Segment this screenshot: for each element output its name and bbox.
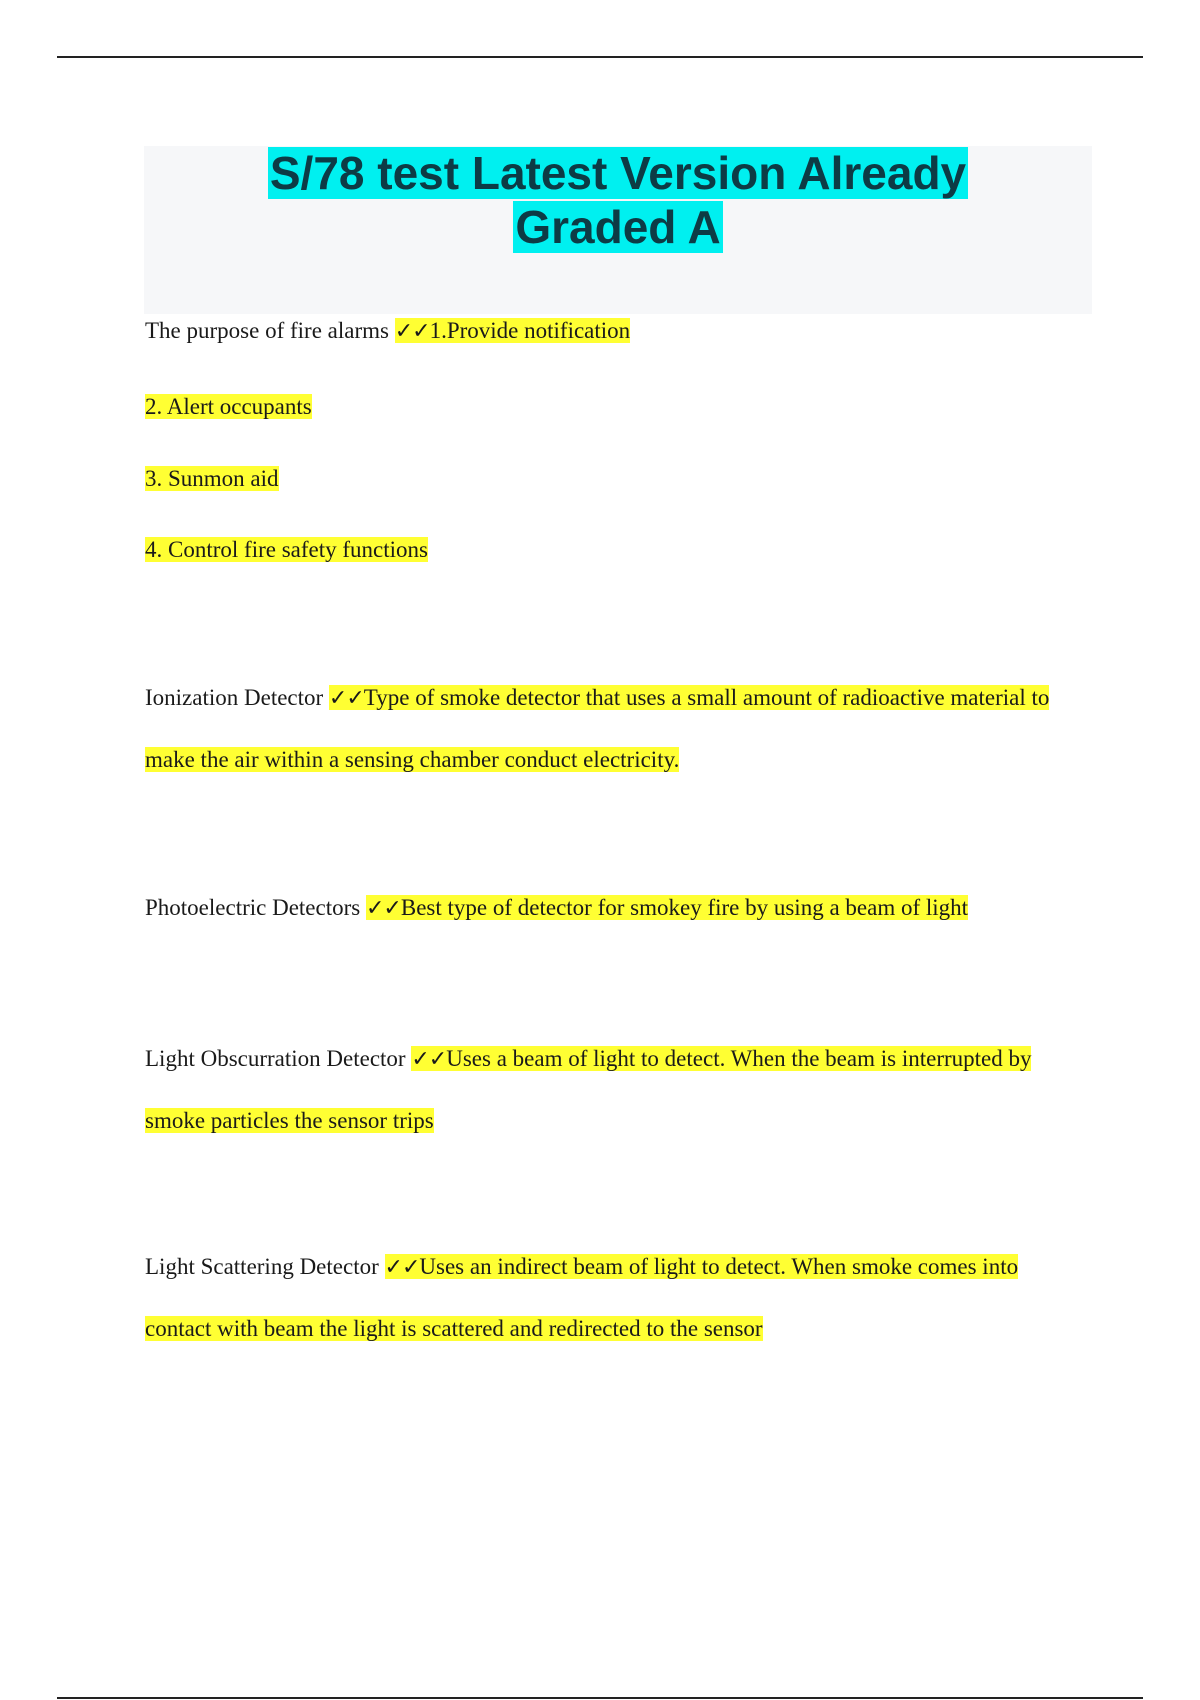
definition-text: Best type of detector for smokey fire by using a beam of light [400,895,969,920]
term-text: Light Obscurration Detector [145,1046,406,1071]
list-item-text: 2. Alert occupants [145,394,312,419]
double-check-icon: ✓✓ [365,896,401,921]
list-item-text: 4. Control fire safety functions [145,537,428,562]
answer-highlight [395,318,630,343]
double-check-icon: ✓✓ [394,319,430,344]
double-check-icon: ✓✓ [411,1047,447,1072]
title-line-1: S/78 test Latest Version Already [269,147,967,199]
double-check-icon: ✓✓ [328,686,364,711]
definition-text: 1.Provide notification [429,318,631,343]
list-item [145,392,312,422]
document-title [144,146,1092,254]
list-item [145,535,428,565]
flashcard-item [145,1236,1085,1359]
top-rule [57,56,1143,58]
definition-text: Uses a beam of light to detect. When the beam is interrupted by smoke particles the sensor trips [145,1046,1032,1133]
answer-highlight [366,895,968,920]
term-text: Light Scattering Detector [145,1254,379,1279]
title-line-2: Graded A [515,201,721,253]
double-check-icon: ✓✓ [384,1255,420,1280]
definition-text: Uses an indirect beam of light to detect. When smoke comes into contact with beam the light is scattered and redirected to the sensor [145,1254,1019,1341]
term-text: Photoelectric Detectors [145,895,361,920]
list-item [145,464,279,494]
flashcard-item [145,300,1085,362]
flashcard-item [145,667,1085,790]
definition-text: Type of smoke detector that uses a small amount of radioactive material to make the air within a sensing chamber conduct electricity. [145,685,1050,772]
list-item-text: 3. Sunmon aid [145,466,279,491]
flashcard-item [145,877,1085,939]
term-text: Ionization Detector [145,685,324,710]
bottom-rule [57,1697,1143,1699]
title-banner [144,146,1092,314]
flashcard-item [145,1028,1085,1151]
term-text: The purpose of fire alarms [145,318,389,343]
